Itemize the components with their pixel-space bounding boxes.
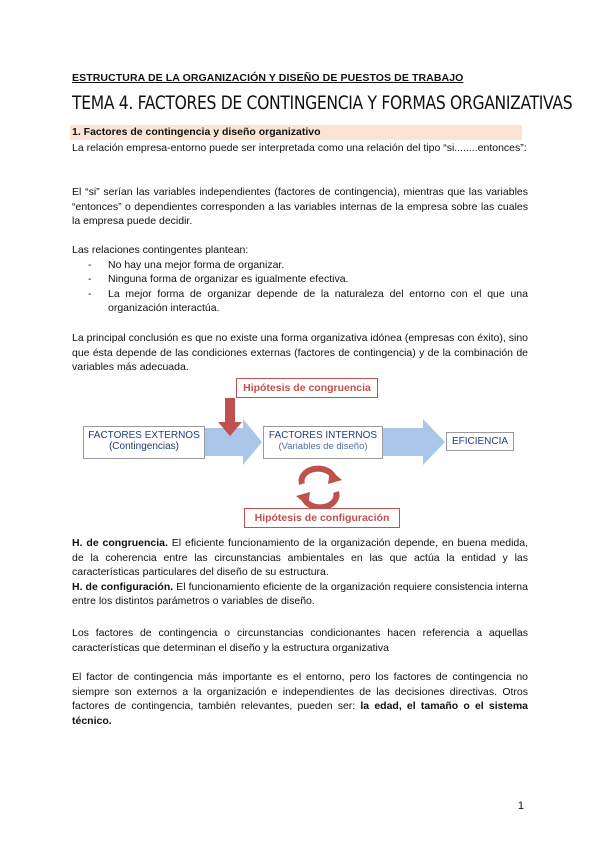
paragraph-1: La relación empresa-entorno puede ser interpretada como una relación del tipo “si........entonces”: (72, 142, 527, 154)
hipotesis-configuracion-box: Hipótesis de configuración (244, 508, 400, 528)
paragraph-relation (72, 141, 528, 156)
factores-internos-label: FACTORES INTERNOS (268, 430, 378, 441)
congruencia-label: H. de congruencia. (72, 537, 168, 549)
hypotheses-block (72, 536, 528, 609)
paragraph-variables (72, 185, 528, 229)
paragraph-4: Los factores de contingencia o circunstancias condicionantes hacen referencia a aquellas características que determinan el diseño y la estructura organizativa (72, 627, 528, 654)
variables-diseno-label: (Variables de diseño) (278, 441, 368, 452)
paragraph-factores (72, 626, 528, 655)
configuracion-label: H. de configuración. (72, 580, 174, 593)
hipotesis-congruencia-box: Hipótesis de congruencia (236, 378, 378, 398)
paragraph-entorno (72, 670, 528, 728)
eficiencia-box (446, 432, 514, 451)
configuracion-text: El funcionamiento eficiente de la organización requiere consistencia interna entre los distintos parámetros o variables de diseño. (72, 580, 528, 607)
list-item: - La mejor forma de organizar depende de la naturaleza del entorno con el que una organización interactúa. (72, 287, 528, 316)
blue-arrow-2 (383, 419, 445, 465)
factores-externos-label: FACTORES EXTERNOS (88, 430, 200, 441)
document-header: ESTRUCTURA DE LA ORGANIZACIÓN Y DISEÑO DE PUESTOS DE TRABAJO (72, 72, 464, 84)
eficiencia-label: EFICIENCIA (451, 436, 509, 447)
relations-block (72, 243, 528, 316)
configuracion-paragraph (72, 580, 528, 609)
paragraph-3: La principal conclusión es que no existe una forma organizativa idónea (empresas con éxito), sino que ésta depende de las condiciones externas (factores de contingencia) y de la combinación de variables más adecuada. (72, 332, 528, 373)
factores-internos-box (263, 426, 383, 459)
relations-intro: Las relaciones contingentes plantean: (72, 244, 249, 256)
factores-externos-box (83, 426, 205, 459)
list-item: - No hay una mejor forma de organizar. (72, 258, 528, 273)
list-item: - Ninguna forma de organizar es igualmente efectiva. (72, 272, 528, 287)
contingencias-label: (Contingencias) (108, 441, 180, 452)
section-heading: 1. Factores de contingencia y diseño organizativo (70, 125, 522, 140)
paragraph-5-text: El factor de contingencia más importante es el entorno, pero los factores de contingencia no siempre son externos a la organización e independientes de las decisiones directivas. Otros factores de contingencia, también relevantes, pueden ser: (72, 671, 528, 712)
page-number: 1 (517, 800, 524, 812)
paragraph-2: El “si” serían las variables independientes (factores de contingencia), mientras que las variables “entonces” o dependientes corresponden a las variables internas de la empresa sobre las cuales la empresa puede decidir. (72, 186, 528, 227)
paragraph-5-bold: la edad, el tamaño o el sistema técnico. (72, 700, 528, 727)
relations-list (72, 258, 528, 316)
paragraph-conclusion (72, 331, 528, 375)
congruencia-text: El eficiente funcionamiento de la organización depende, en buena medida, de la coherencia entre las circunstancias ambientales en las que actúa la entidad y las características particulares del diseño de su estructura. (72, 537, 528, 578)
contingency-diagram (0, 374, 600, 534)
page-title: TEMA 4. FACTORES DE CONTINGENCIA Y FORMAS ORGANIZATIVAS (72, 92, 573, 114)
paragraph-5 (72, 670, 528, 728)
congruencia-paragraph (72, 536, 528, 580)
